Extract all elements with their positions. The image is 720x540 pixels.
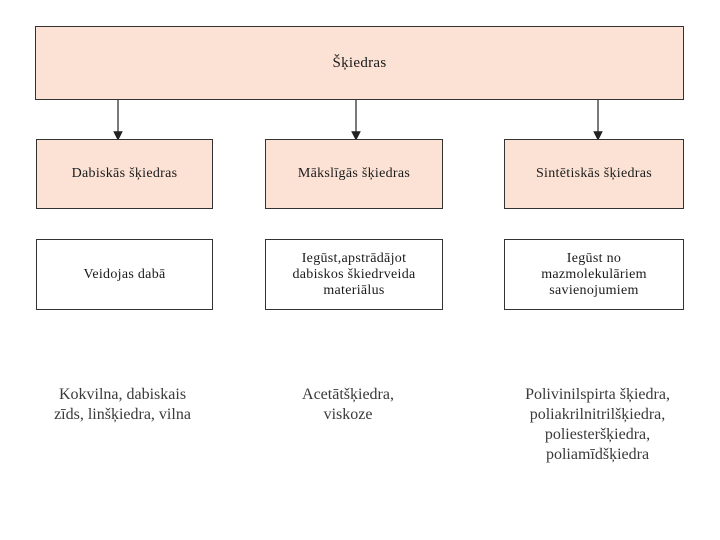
category-label: Mākslīgās šķiedras [297,166,411,181]
description-text: Iegūst,apstrādājot dabiskos škiedrveida materiālus [292,250,416,298]
examples-natural-fibers: Kokvilna, dabiskais zīds, linšķiedra, vilna [54,386,191,423]
description-synthetic-fibers [504,239,684,310]
description-natural-fibers [36,239,213,310]
examples-artificial-fibers: Acetātšķiedra, viskoze [302,386,394,423]
description-text: Iegūst no mazmolekulāriem savienojumiem [541,250,647,298]
category-synthetic-fibers [504,139,684,209]
root-node [35,26,684,100]
root-label: Šķiedras [332,55,387,71]
category-artificial-fibers [265,139,443,209]
category-label: Dabiskās šķiedras [71,166,178,181]
description-text: Veidojas dabā [83,266,166,282]
examples-synthetic-fibers: Polivinilspirta šķiedra, poliakrilnitrilšķiedra, poliesteršķiedra, poliamīdšķiedra [525,386,670,463]
category-natural-fibers [36,139,213,209]
category-label: Sintētiskās šķiedras [535,166,653,181]
description-artificial-fibers [265,239,443,310]
